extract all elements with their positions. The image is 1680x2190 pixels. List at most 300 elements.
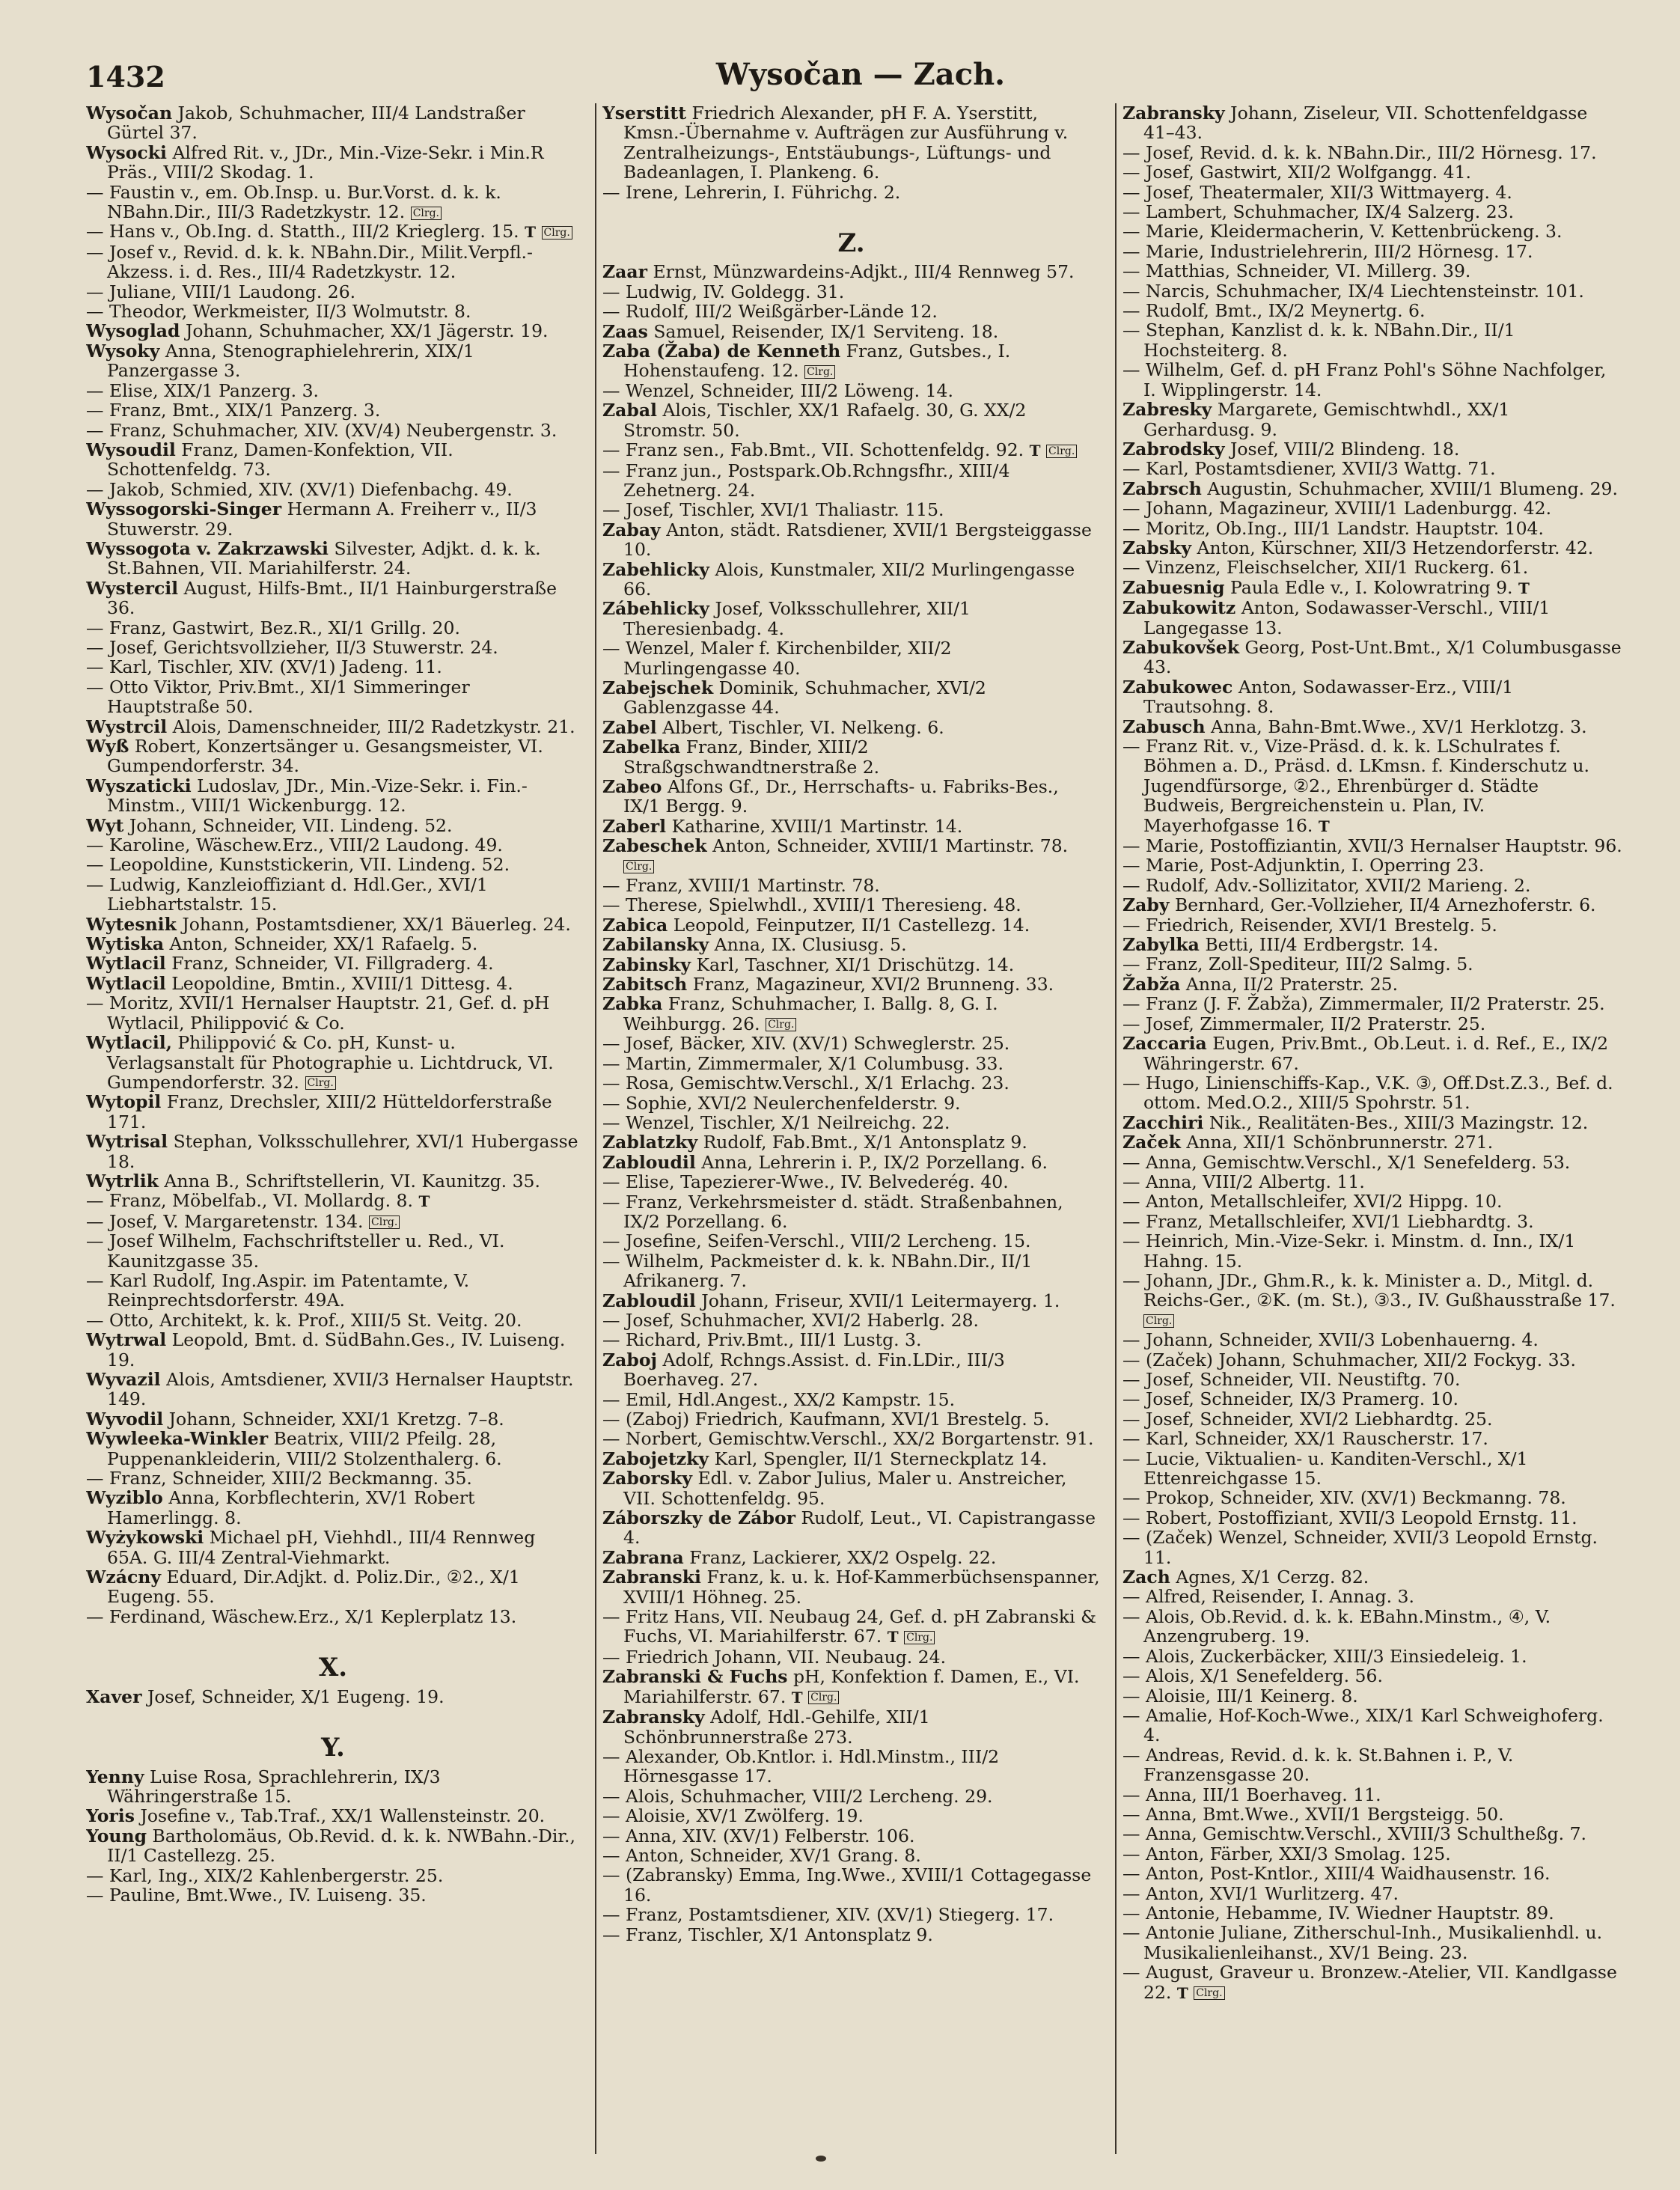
clearing-badge: Clrg.	[904, 1631, 935, 1644]
entry-text: Anna, Korbflechterin, XV/1 Robert Hamerlingg. 8.	[107, 1487, 475, 1528]
entry-dash: —	[86, 1210, 109, 1232]
surname: Zabeo	[602, 776, 662, 797]
sub-entry	[86, 875, 580, 915]
entry-text: Alois, Tischler, XX/1 Rafaelg. 30, G. XX/2 Stromstr. 50.	[623, 400, 1027, 441]
entry-dash: —	[1122, 1269, 1146, 1291]
sub-entry	[602, 1647, 1100, 1667]
surname: Zabrsch	[1122, 478, 1202, 499]
entry-dash: —	[1122, 498, 1146, 519]
entry-text: Josef, Volksschullehrer, XII/1 Theresienbadg. 4.	[623, 598, 971, 639]
directory-entry	[1122, 400, 1624, 439]
entry-text: (Začek) Wenzel, Schneider, XVII/3 Leopold Ernstg. 11.	[1143, 1527, 1598, 1568]
entry-dash: —	[602, 1171, 626, 1193]
entry-dash: —	[602, 1111, 626, 1133]
entry-text: Katharine, XVIII/1 Martinstr. 14.	[671, 815, 963, 837]
clearing-badge: Clrg.	[804, 365, 835, 379]
entry-text: Franz, Schneider, XIII/2 Beckmanng. 35.	[109, 1468, 472, 1489]
directory-entry	[602, 737, 1100, 777]
section-gap	[86, 1706, 580, 1720]
entry-dash: —	[602, 1033, 626, 1055]
entry-dash: —	[86, 1190, 109, 1212]
entry-text: Rudolf, Fab.Bmt., X/1 Antonsplatz 9.	[703, 1132, 1027, 1153]
entry-dash: —	[1122, 1507, 1146, 1528]
entry-dash: —	[1122, 359, 1146, 381]
entry-dash: —	[1122, 1823, 1146, 1845]
entry-text: Johann, Postamtsdiener, XX/1 Bäuerleg. 24.	[182, 913, 571, 935]
entry-text: Wenzel, Schneider, III/2 Löweng. 14.	[625, 379, 953, 401]
sub-entry	[602, 1330, 1100, 1349]
surname: Zabukowitz	[1122, 597, 1236, 619]
entry-dash: —	[86, 636, 109, 658]
sub-entry	[1122, 1884, 1624, 1903]
entry-dash: —	[602, 1388, 626, 1410]
entry-text: Anton, Schneider, XV/1 Grang. 8.	[625, 1844, 921, 1866]
entry-text: Emil, Hdl.Angest., XX/2 Kampstr. 15.	[625, 1388, 956, 1410]
entry-dash: —	[86, 419, 109, 441]
sub-entry	[86, 1885, 580, 1905]
entry-dash: —	[1122, 1843, 1146, 1864]
entry-text: Paula Edle v., I. Kolowratring 9.	[1230, 576, 1513, 598]
entry-text: Ludoslav, JDr., Min.-Vize-Sekr. i. Fin.-Minstm., VIII/1 Wickenburgg. 12.	[107, 775, 528, 817]
entry-text: Dominik, Schuhmacher, XVI/2 Gablenzgasse 44.	[623, 677, 986, 719]
surname: Wyvazil	[86, 1369, 161, 1390]
entry-text: Anna, IX. Clusiusg. 5.	[714, 934, 907, 956]
sub-entry	[602, 638, 1100, 678]
entry-dash: —	[602, 1428, 626, 1450]
surname: Yoris	[86, 1805, 135, 1827]
entry-text: Karl, Taschner, XI/1 Drischützg. 14.	[696, 954, 1015, 975]
entry-text: Franz Rit. v., Vize-Präsd. d. k. k. LSchulrates f. Böhmen a. D., Präsd. d. LKmsn. f. Kinderschutz u. Jugendfürsorge, ②2., Ehrenbürger d. Städte Budweis, Bergreichenstein u. Plan, IV. Mayerhofgasse 16.	[1143, 736, 1589, 836]
surname: Zabejschek	[602, 677, 714, 698]
sub-entry	[86, 677, 580, 717]
entry-dash: —	[86, 400, 109, 421]
entry-dash: —	[86, 281, 109, 302]
surname: Zabranski & Fuchs	[602, 1666, 788, 1688]
surname: Záborszky de Zábor	[602, 1507, 795, 1529]
entry-text: Franz, Schuhmacher, I. Ballg. 8, G. I. Weihburgg. 26.	[623, 993, 998, 1034]
entry-text: Josef, Schneider, XVI/2 Liebhardtg. 25.	[1145, 1408, 1493, 1430]
entry-text: Samuel, Reisender, IX/1 Serviteng. 18.	[653, 320, 999, 342]
sub-entry	[1122, 1903, 1624, 1923]
entry-dash: —	[602, 894, 626, 916]
surname: Zabka	[602, 993, 663, 1015]
entry-text: Anna, II/2 Praterstr. 25.	[1185, 973, 1399, 995]
entry-text: Robert, Konzertsänger u. Gesangsmeister, VI. Gumpendorferstr. 34.	[107, 736, 543, 777]
entry-dash: —	[602, 460, 626, 481]
surname: Zabresky	[1122, 399, 1212, 421]
entry-text: Stephan, Kanzlist d. k. k. NBahn.Dir., II/1 Hochsteiterg. 8.	[1143, 320, 1515, 361]
entry-text: Anton, Sodawasser-Verschl., VIII/1 Langegasse 13.	[1143, 597, 1551, 638]
sub-entry	[1122, 183, 1624, 202]
surname: Wyvodil	[86, 1408, 164, 1430]
entry-text: Vinzenz, Fleischselcher, XII/1 Ruckerg. 61.	[1145, 557, 1529, 579]
entry-text: Prokop, Schneider, XIV. (XV/1) Beckmanng. 78.	[1145, 1487, 1566, 1509]
surname: Zaby	[1122, 894, 1170, 916]
entry-text: Johann, Friseur, XVII/1 Leitermayerg. 1.	[701, 1290, 1060, 1311]
surname: Zabojetzky	[602, 1448, 709, 1469]
sub-entry	[1122, 222, 1624, 241]
entry-dash: —	[602, 1745, 626, 1767]
directory-entry	[86, 1767, 580, 1807]
directory-entry	[1122, 677, 1624, 717]
entry-dash: —	[602, 1646, 626, 1668]
entry-dash: —	[602, 1329, 626, 1351]
entry-text: Agnes, X/1 Cerzg. 82.	[1176, 1567, 1369, 1588]
surname: Wyssogorski-Singer	[86, 498, 282, 520]
surname: Zabloudil	[602, 1290, 696, 1311]
entry-text: Beatrix, VIII/2 Pfeilg. 28, Puppenankleiderin, VIII/2 Stolzenthalerg. 6.	[107, 1428, 502, 1469]
sub-entry	[1122, 1824, 1624, 1843]
entry-text: Amalie, Hof-Koch-Wwe., XIX/1 Karl Schweighoferg. 4.	[1143, 1704, 1604, 1746]
surname: Wytlacil,	[86, 1032, 172, 1054]
sub-entry	[1122, 1962, 1624, 2003]
entry-text: Rudolf, Adv.-Sollizitator, XVII/2 Marieng. 2.	[1145, 874, 1531, 896]
entry-text: Franz, Drechsler, XIII/2 Hütteldorferstraße 171.	[107, 1091, 552, 1132]
entry-text: Leopoldine, Bmtin., XVIII/1 Dittesg. 4.	[171, 972, 513, 994]
entry-text: Bartholomäus, Ob.Revid. d. k. k. NWBahn.-Dir., II/1 Castellezg. 25.	[107, 1825, 575, 1867]
directory-entry	[602, 322, 1100, 341]
entry-dash: —	[602, 379, 626, 401]
entry-dash: —	[86, 1269, 109, 1291]
clearing-badge: Clrg.	[1143, 1314, 1174, 1328]
clearing-badge: Clrg.	[369, 1216, 400, 1229]
surname: Zabal	[602, 400, 657, 421]
surname: Zabrana	[602, 1546, 684, 1568]
entry-text: Irene, Lehrerin, I. Führichg. 2.	[625, 181, 901, 203]
surname: Wyszaticki	[86, 775, 192, 796]
entry-text: Franz, XVIII/1 Martinstr. 78.	[625, 875, 880, 897]
sub-entry	[1122, 1508, 1624, 1528]
surname: Wytiska	[86, 933, 165, 955]
sub-entry	[86, 282, 580, 302]
sub-entry	[602, 381, 1100, 400]
entry-text: Ludwig, Kanzleioffiziant d. Hdl.Ger., XVI/1 Liebhartstalstr. 15.	[107, 873, 488, 915]
entry-dash: —	[86, 478, 109, 500]
sub-entry	[1122, 1153, 1624, 1172]
entry-dash: —	[1122, 993, 1146, 1015]
surname: Wywleeka-Winkler	[86, 1428, 269, 1450]
directory-entry	[602, 103, 1100, 183]
entry-dash: —	[1122, 914, 1146, 936]
sub-entry	[1122, 994, 1624, 1013]
entry-text: Georg, Post-Unt.Bmt., X/1 Columbusgasse 43.	[1143, 636, 1622, 678]
sub-entry	[86, 855, 580, 874]
entry-text: Josef, Revid. d. k. k. NBahn.Dir., III/2 Hörnesg. 17.	[1145, 141, 1597, 163]
sub-entry	[1122, 836, 1624, 855]
entry-text: Franz, k. u. k. Hof-Kammerbüchsenspanner, XVIII/1 Höhneg. 25.	[623, 1567, 1100, 1608]
telephone-mark: T	[1176, 1983, 1188, 2002]
entry-dash: —	[602, 499, 626, 521]
directory-entry	[86, 579, 580, 618]
directory-entry	[86, 736, 580, 776]
directory-entry	[1122, 479, 1624, 498]
surname: Xaver	[86, 1686, 142, 1707]
entry-text: Stephan, Volksschullehrer, XVI/1 Hubergasse 18.	[107, 1131, 578, 1172]
sub-entry	[1122, 1647, 1624, 1666]
entry-text: Ludwig, IV. Goldegg. 31.	[625, 281, 845, 302]
section-gap	[602, 202, 1100, 216]
section-letter: X.	[318, 1653, 348, 1683]
entry-text: pH, Konfektion f. Damen, E., VI. Mariahilferstr. 67.	[623, 1666, 1080, 1707]
entry-text: Josef, Schneider, X/1 Eugeng. 19.	[147, 1686, 445, 1707]
directory-entry	[602, 1508, 1100, 1548]
surname: Wysočan	[86, 103, 173, 123]
sub-entry	[602, 1607, 1100, 1647]
entry-text: Edl. v. Zabor Julius, Maler u. Anstreicher, VII. Schottenfeldg. 95.	[623, 1468, 1067, 1509]
entry-dash: —	[602, 1805, 626, 1827]
column-3	[1122, 103, 1624, 2154]
entry-text: Luise Rosa, Sprachlehrerin, IX/3 Währingerstraße 15.	[107, 1766, 441, 1807]
entry-dash: —	[602, 281, 626, 302]
sub-entry	[602, 1172, 1100, 1192]
surname: Zabloudil	[602, 1151, 696, 1173]
entry-text: Antonie, Hebamme, IV. Wiedner Hauptstr. 89.	[1145, 1902, 1554, 1924]
sub-entry	[1122, 1429, 1624, 1448]
entry-dash: —	[1122, 1369, 1146, 1390]
directory-entry	[86, 1488, 580, 1528]
directory-entry	[86, 974, 580, 993]
clearing-badge: Clrg.	[411, 207, 442, 220]
entry-text: Faustin v., em. Ob.Insp. u. Bur.Vorst. d. k. k. NBahn.Dir., III/3 Radetzkystr. 12.	[107, 181, 501, 223]
directory-entry	[602, 836, 1100, 876]
entry-dash: —	[1122, 1605, 1146, 1627]
directory-entry	[602, 1350, 1100, 1390]
surname: Zabay	[602, 519, 661, 540]
entry-dash: —	[1122, 1329, 1146, 1351]
entry-dash: —	[602, 1844, 626, 1866]
surname: Wyziblo	[86, 1487, 163, 1509]
surname: Zabeschek	[602, 835, 707, 857]
sub-entry	[602, 1034, 1100, 1053]
sub-entry	[602, 183, 1100, 202]
directory-entry	[86, 1567, 580, 1607]
entry-dash: —	[1122, 855, 1146, 876]
entry-text: Moritz, XVII/1 Hernalser Hauptstr. 21, Gef. d. pH Wytlacil, Philippović & Co.	[107, 992, 550, 1034]
entry-text: Franz sen., Fab.Bmt., VII. Schottenfeldg. 92.	[625, 439, 1024, 461]
entry-dash: —	[1122, 517, 1146, 539]
entry-text: Josef, Theatermaler, XII/3 Wittmayerg. 4.	[1145, 181, 1512, 203]
entry-dash: —	[1122, 1013, 1146, 1034]
sub-entry	[602, 876, 1100, 895]
sub-entry	[1122, 1073, 1624, 1113]
entry-text: Betti, III/4 Erdbergstr. 14.	[1205, 934, 1439, 956]
directory-entry	[1122, 974, 1624, 994]
entry-text: Antonie Juliane, Zitherschul-Inh., Musikalienhdl. u. Musikalienleihanst., XV/1 Being. 23.	[1143, 1922, 1603, 1963]
directory-entry	[602, 1548, 1100, 1567]
page-header	[86, 52, 1635, 97]
entry-text: Martin, Zimmermaler, X/1 Columbusg. 33.	[625, 1052, 1004, 1074]
directory-entry	[86, 103, 580, 143]
entry-dash: —	[1122, 1744, 1146, 1766]
sub-entry	[1122, 162, 1624, 182]
telephone-mark: T	[1318, 817, 1330, 835]
entry-text: Josef v., Revid. d. k. k. NBahn.Dir., Milit.Verpfl.-Akzess. i. d. Res., III/4 Radetzkystr. 12.	[107, 241, 533, 283]
entry-text: Hugo, Linienschiffs-Kap., V.K. ③, Off.Dst.Z.3., Bef. d. ottom. Med.O.2., XIII/5 Spohrstr. 51.	[1143, 1072, 1613, 1114]
sub-entry	[86, 993, 580, 1033]
sub-entry	[1122, 1686, 1624, 1706]
surname: Zabrodsky	[1122, 438, 1225, 460]
surname: Zablatzky	[602, 1132, 698, 1153]
entry-text: Hermann A. Freiherr v., II/3 Stuwerstr. 29.	[107, 498, 537, 540]
entry-dash: —	[602, 1073, 626, 1094]
sub-entry	[1122, 1212, 1624, 1231]
sub-entry	[86, 657, 580, 677]
sub-entry	[1122, 1785, 1624, 1805]
entry-dash: —	[1122, 201, 1146, 223]
sub-entry	[1122, 459, 1624, 478]
entry-text: Franz, Schuhmacher, XIV. (XV/4) Neubergenstr. 3.	[109, 419, 558, 441]
entry-text: Nik., Realitäten-Bes., XIII/3 Mazingstr. 12.	[1209, 1111, 1589, 1133]
entry-dash: —	[1122, 458, 1146, 480]
sub-entry	[86, 421, 580, 440]
directory-entry	[86, 1806, 580, 1825]
entry-dash: —	[86, 676, 109, 698]
sub-entry	[602, 1905, 1100, 1924]
sub-entry	[1122, 301, 1624, 320]
surname: Zabukovšek	[1122, 636, 1239, 658]
entry-text: Franz, Metallschleifer, XVI/1 Liebhardtg. 3.	[1145, 1210, 1534, 1232]
surname: Zaberl	[602, 815, 667, 837]
entry-text: Franz, Damen-Konfektion, VII. Schottenfeldg. 73.	[107, 439, 453, 481]
entry-text: Adolf, Hdl.-Gehilfe, XII/1 Schönbrunnerstraße 273.	[623, 1706, 930, 1748]
sub-entry	[1122, 320, 1624, 360]
entry-text: Karl, Postamtsdiener, XVII/3 Wattg. 71.	[1145, 458, 1496, 480]
surname: Young	[86, 1825, 147, 1846]
surname: Wytrwal	[86, 1329, 167, 1351]
entry-text: Karl, Ing., XIX/2 Kahlenbergerstr. 25.	[109, 1864, 444, 1886]
entry-text: Johann, Magazineur, XVIII/1 Ladenburgg. 42.	[1145, 498, 1552, 519]
entry-dash: —	[1122, 557, 1146, 579]
entry-dash: —	[86, 241, 109, 263]
entry-dash: —	[1122, 1388, 1146, 1410]
surname: Wytrlik	[86, 1170, 159, 1192]
clearing-badge: Clrg.	[1046, 445, 1077, 458]
surname: Zabehlicky	[602, 558, 709, 580]
entry-dash: —	[602, 638, 626, 659]
sub-entry	[1122, 1528, 1624, 1567]
sub-entry	[1122, 1192, 1624, 1211]
surname: Zabranski	[602, 1567, 701, 1588]
entry-text: Leopold, Bmt. d. SüdBahn.Ges., IV. Luiseng. 19.	[107, 1329, 566, 1370]
entry-text: Wenzel, Tischler, X/1 Neilreichg. 22.	[625, 1111, 950, 1133]
surname: Yserstitt	[602, 103, 687, 123]
directory-columns	[86, 103, 1643, 2154]
entry-text: Wilhelm, Packmeister d. k. k. NBahn.Dir., II/1 Afrikanerg. 7.	[623, 1250, 1033, 1292]
entry-text: Franz, Binder, XIII/2 Straßgschwandtnerstraße 2.	[623, 736, 880, 778]
entry-text: (Začek) Johann, Schuhmacher, XII/2 Fockyg. 33.	[1145, 1349, 1576, 1370]
sub-entry	[602, 1094, 1100, 1113]
sub-entry	[1122, 1805, 1624, 1824]
entry-text: Marie, Postoffiziantin, XVII/3 Hernalser Hauptstr. 96.	[1145, 835, 1622, 857]
sub-entry	[86, 1231, 580, 1271]
sub-entry	[602, 895, 1100, 915]
entry-dash: —	[1122, 1665, 1146, 1687]
directory-entry	[1122, 1034, 1624, 1073]
entry-dash: —	[1122, 162, 1146, 183]
directory-entry	[1122, 935, 1624, 954]
surname: Wyżykowski	[86, 1527, 204, 1549]
entry-dash: —	[1122, 280, 1146, 302]
entry-text: Eugen, Priv.Bmt., Ob.Leut. i. d. Ref., E., IX/2 Währingerstr. 67.	[1143, 1033, 1609, 1074]
entry-dash: —	[86, 1864, 109, 1886]
sub-entry	[1122, 1409, 1624, 1429]
directory-entry	[86, 1171, 580, 1191]
sub-entry	[1122, 1488, 1624, 1507]
directory-entry	[1122, 1567, 1624, 1587]
directory-entry	[86, 1826, 580, 1866]
sub-entry	[86, 618, 580, 638]
sub-entry	[602, 1073, 1100, 1093]
entry-dash: —	[602, 301, 626, 323]
entry-dash: —	[1122, 260, 1146, 282]
entry-dash: —	[1122, 300, 1146, 322]
entry-dash: —	[1122, 1072, 1146, 1094]
entry-text: Alois, Ob.Revid. d. k. k. EBahn.Minstm., ④, V. Anzengruberg. 19.	[1143, 1605, 1551, 1647]
sub-entry	[86, 638, 580, 657]
directory-entry	[86, 915, 580, 934]
entry-text: Philippović & Co. pH, Kunst- u. Verlagsanstalt für Photographie u. Lichtdruck, VI. Gumpendorferstr. 32.	[107, 1032, 554, 1093]
sub-entry	[86, 400, 580, 420]
entry-dash: —	[602, 1191, 626, 1213]
entry-text: Heinrich, Min.-Vize-Sekr. i. Minstm. d. Inn., IX/1 Hahng. 15.	[1143, 1230, 1576, 1272]
directory-entry	[86, 539, 580, 579]
entry-text: Alois, X/1 Senefelderg. 56.	[1145, 1665, 1383, 1687]
sub-entry	[602, 500, 1100, 519]
sub-entry	[602, 1806, 1100, 1825]
ink-smudge	[816, 2156, 826, 2162]
sub-entry	[602, 1865, 1100, 1905]
entry-text: Rudolf, III/2 Weißgärber-Lände 12.	[625, 301, 938, 323]
entry-text: August, Hilfs-Bmt., II/1 Hainburgerstraße 36.	[107, 577, 557, 619]
entry-text: Johann, Ziseleur, VII. Schottenfeldgasse 41–43.	[1143, 103, 1588, 144]
entry-dash: —	[86, 1884, 109, 1906]
entry-text: Karl Rudolf, Ing.Aspir. im Patentamte, V. Reinprechtsdorferstr. 49A.	[107, 1269, 470, 1311]
entry-text: August, Graveur u. Bronzew.-Atelier, VII. Kandlgasse 22.	[1143, 1962, 1617, 2003]
entry-text: Fritz Hans, VII. Neubaug 24, Gef. d. pH Zabranski & Fuchs, VI. Mariahilferstr. 67.	[623, 1606, 1097, 1647]
directory-entry	[86, 1370, 580, 1409]
telephone-mark: T	[525, 223, 537, 242]
entry-text: Karl, Schneider, XX/1 Rauscherstr. 17.	[1145, 1428, 1488, 1450]
entry-dash: —	[1122, 1428, 1146, 1450]
sub-entry	[602, 282, 1100, 302]
entry-text: Anton, Metallschleifer, XVI/2 Hippg. 10.	[1145, 1191, 1503, 1213]
entry-text: Lucie, Viktualien- u. Kanditen-Verschl., X/1 Ettenreichgasse 15.	[1143, 1448, 1528, 1489]
entry-text: Franz, Postamtsdiener, XIV. (XV/1) Stiegerg. 17.	[625, 1904, 1054, 1926]
surname: Zabransky	[1122, 103, 1225, 123]
directory-entry	[1122, 1132, 1624, 1152]
entry-text: Anton, Post-Kntlor., XIII/4 Waidhausenstr. 16.	[1145, 1863, 1551, 1885]
entry-dash: —	[1122, 181, 1146, 203]
entry-text: Anton, Sodawasser-Erz., VIII/1 Trautsohng. 8.	[1143, 676, 1514, 718]
entry-text: Johann, JDr., Ghm.R., k. k. Minister a. D., Mitgl. d. Reichs-Ger., ②K. (m. St.), ③3., IV. Gußhausstraße 17.	[1143, 1269, 1616, 1311]
entry-text: Josef, V. Margaretenstr. 134.	[109, 1210, 364, 1232]
entry-text: Josef, VIII/2 Blindeng. 18.	[1230, 438, 1460, 460]
surname: Zabelka	[602, 736, 681, 758]
surname: Wysoky	[86, 340, 160, 362]
telephone-mark: T	[791, 1688, 803, 1706]
sub-entry	[1122, 855, 1624, 875]
entry-dash: —	[1122, 221, 1146, 243]
entry-text: Johann, Schneider, XVII/3 Lobenhauerng. 4.	[1145, 1329, 1539, 1351]
sub-entry	[1122, 281, 1624, 301]
entry-dash: —	[1122, 1210, 1146, 1232]
entry-dash: —	[86, 221, 109, 243]
entry-dash: —	[1122, 1803, 1146, 1825]
sub-entry	[1122, 736, 1624, 836]
sub-entry	[602, 1429, 1100, 1448]
entry-text: Johann, Schneider, XXI/1 Kretzg. 7–8.	[168, 1408, 504, 1430]
surname: Wysoudil	[86, 439, 176, 460]
